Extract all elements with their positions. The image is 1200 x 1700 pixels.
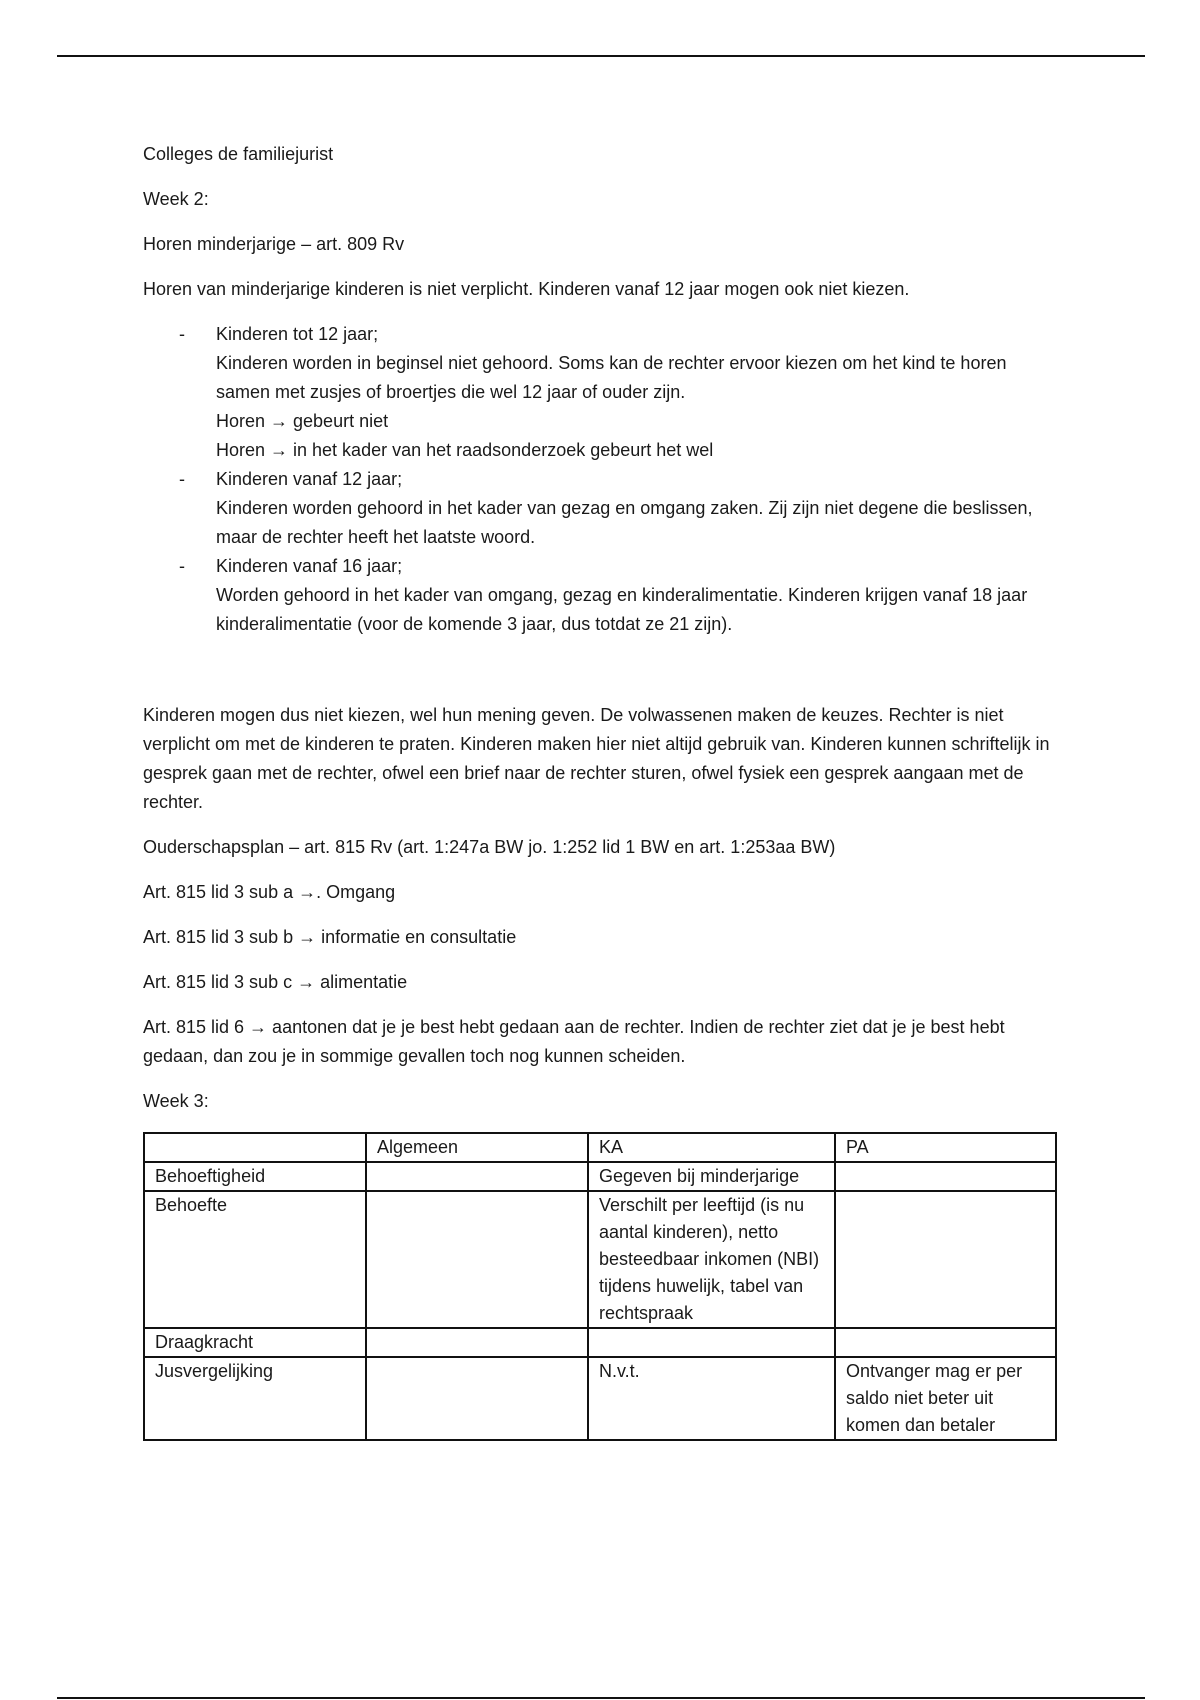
- bullet-heading: Kinderen vanaf 12 jaar;: [216, 469, 403, 489]
- bullet-heading: Kinderen tot 12 jaar;: [216, 324, 379, 344]
- bullet-text: Horen → in het kader van het raadsonderzoek gebeurt het wel: [216, 440, 714, 460]
- bullet-under-12: [143, 320, 1063, 465]
- art-sub-a: Art. 815 lid 3 sub a →. Omgang: [143, 882, 396, 902]
- table-cell: N.v.t.: [588, 1357, 835, 1440]
- mening-paragraph: Kinderen mogen dus niet kiezen, wel hun mening geven. De volwassenen maken de keuzes. Rechter is niet verplicht om met de kinderen te praten. Kinderen maken hier niet altijd gebruik van. Kinderen kunnen schriftelijk in gesprek gaan met de rechter, ofwel een brief naar de rechter sturen, ofwel fysiek een gesprek aangaan met de rechter.: [143, 705, 1050, 812]
- table-row: [144, 1162, 1056, 1191]
- table-cell: [366, 1328, 588, 1357]
- table-cell: Verschilt per leeftijd (is nu aantal kinderen), netto besteedbaar inkomen (NBI) tijdens huwelijk, tabel van rechtspraak: [588, 1191, 835, 1328]
- table-row: [144, 1191, 1056, 1328]
- table-cell: [366, 1162, 588, 1191]
- week-3-heading: Week 3:: [143, 1091, 209, 1111]
- bullet-dash: -: [179, 324, 185, 344]
- art-lid-6: Art. 815 lid 6 → aantonen dat je je best hebt gedaan aan de rechter. Indien de rechter ziet dat je je best hebt gedaan, dan zou je in sommige gevallen toch nog kunnen scheiden.: [143, 1017, 1005, 1066]
- table-cell: Behoefte: [144, 1191, 366, 1328]
- bullet-dash: -: [179, 469, 185, 489]
- week-2-heading: Week 2:: [143, 189, 209, 209]
- table-row: [144, 1328, 1056, 1357]
- age-bullet-list: [143, 320, 1063, 639]
- table-header-cell: Algemeen: [366, 1133, 588, 1162]
- bullet-text: Horen → gebeurt niet: [216, 411, 389, 431]
- art-sub-b: Art. 815 lid 3 sub b → informatie en consultatie: [143, 927, 517, 947]
- table-header-cell: KA: [588, 1133, 835, 1162]
- alimentatie-table: [143, 1132, 1057, 1441]
- bullet-from-16: [143, 552, 1063, 639]
- bullet-from-12: [143, 465, 1063, 552]
- table-cell: Ontvanger mag er per saldo niet beter uit komen dan betaler: [835, 1357, 1056, 1440]
- table-cell: Jusvergelijking: [144, 1357, 366, 1440]
- document-body: [143, 140, 1063, 1441]
- ouderschapsplan-heading: Ouderschapsplan – art. 815 Rv (art. 1:247a BW jo. 1:252 lid 1 BW en art. 1:253aa BW): [143, 837, 836, 857]
- bullet-text: Kinderen worden in beginsel niet gehoord. Soms kan de rechter ervoor kiezen om het kind te horen samen met zusjes of broertjes die wel 12 jaar of ouder zijn.: [216, 353, 1007, 402]
- horen-heading: Horen minderjarige – art. 809 Rv: [143, 234, 405, 254]
- table-header-cell: [144, 1133, 366, 1162]
- bullet-text: Kinderen worden gehoord in het kader van gezag en omgang zaken. Zij zijn niet degene die beslissen, maar de rechter heeft het laatste woord.: [216, 498, 1033, 547]
- top-rule: [57, 55, 1145, 57]
- table-cell: [835, 1328, 1056, 1357]
- bullet-dash: -: [179, 556, 185, 576]
- bullet-heading: Kinderen vanaf 16 jaar;: [216, 556, 403, 576]
- horen-intro: Horen van minderjarige kinderen is niet verplicht. Kinderen vanaf 12 jaar mogen ook niet kiezen.: [143, 279, 910, 299]
- art-sub-c: Art. 815 lid 3 sub c → alimentatie: [143, 972, 408, 992]
- table-cell: [588, 1328, 835, 1357]
- bullet-text: Worden gehoord in het kader van omgang, gezag en kinderalimentatie. Kinderen krijgen vanaf 18 jaar kinderalimentatie (voor de komende 3 jaar, dus totdat ze 21 zijn).: [216, 585, 1028, 634]
- document-title: Colleges de familiejurist: [143, 144, 334, 164]
- table-header-row: [144, 1133, 1056, 1162]
- table-cell: [366, 1191, 588, 1328]
- table-cell: Draagkracht: [144, 1328, 366, 1357]
- table-cell: Gegeven bij minderjarige: [588, 1162, 835, 1191]
- table-cell: [366, 1357, 588, 1440]
- table-cell: [835, 1191, 1056, 1328]
- table-row: [144, 1357, 1056, 1440]
- bottom-rule: [57, 1697, 1145, 1699]
- table-cell: [835, 1162, 1056, 1191]
- table-cell: Behoeftigheid: [144, 1162, 366, 1191]
- table-header-cell: PA: [835, 1133, 1056, 1162]
